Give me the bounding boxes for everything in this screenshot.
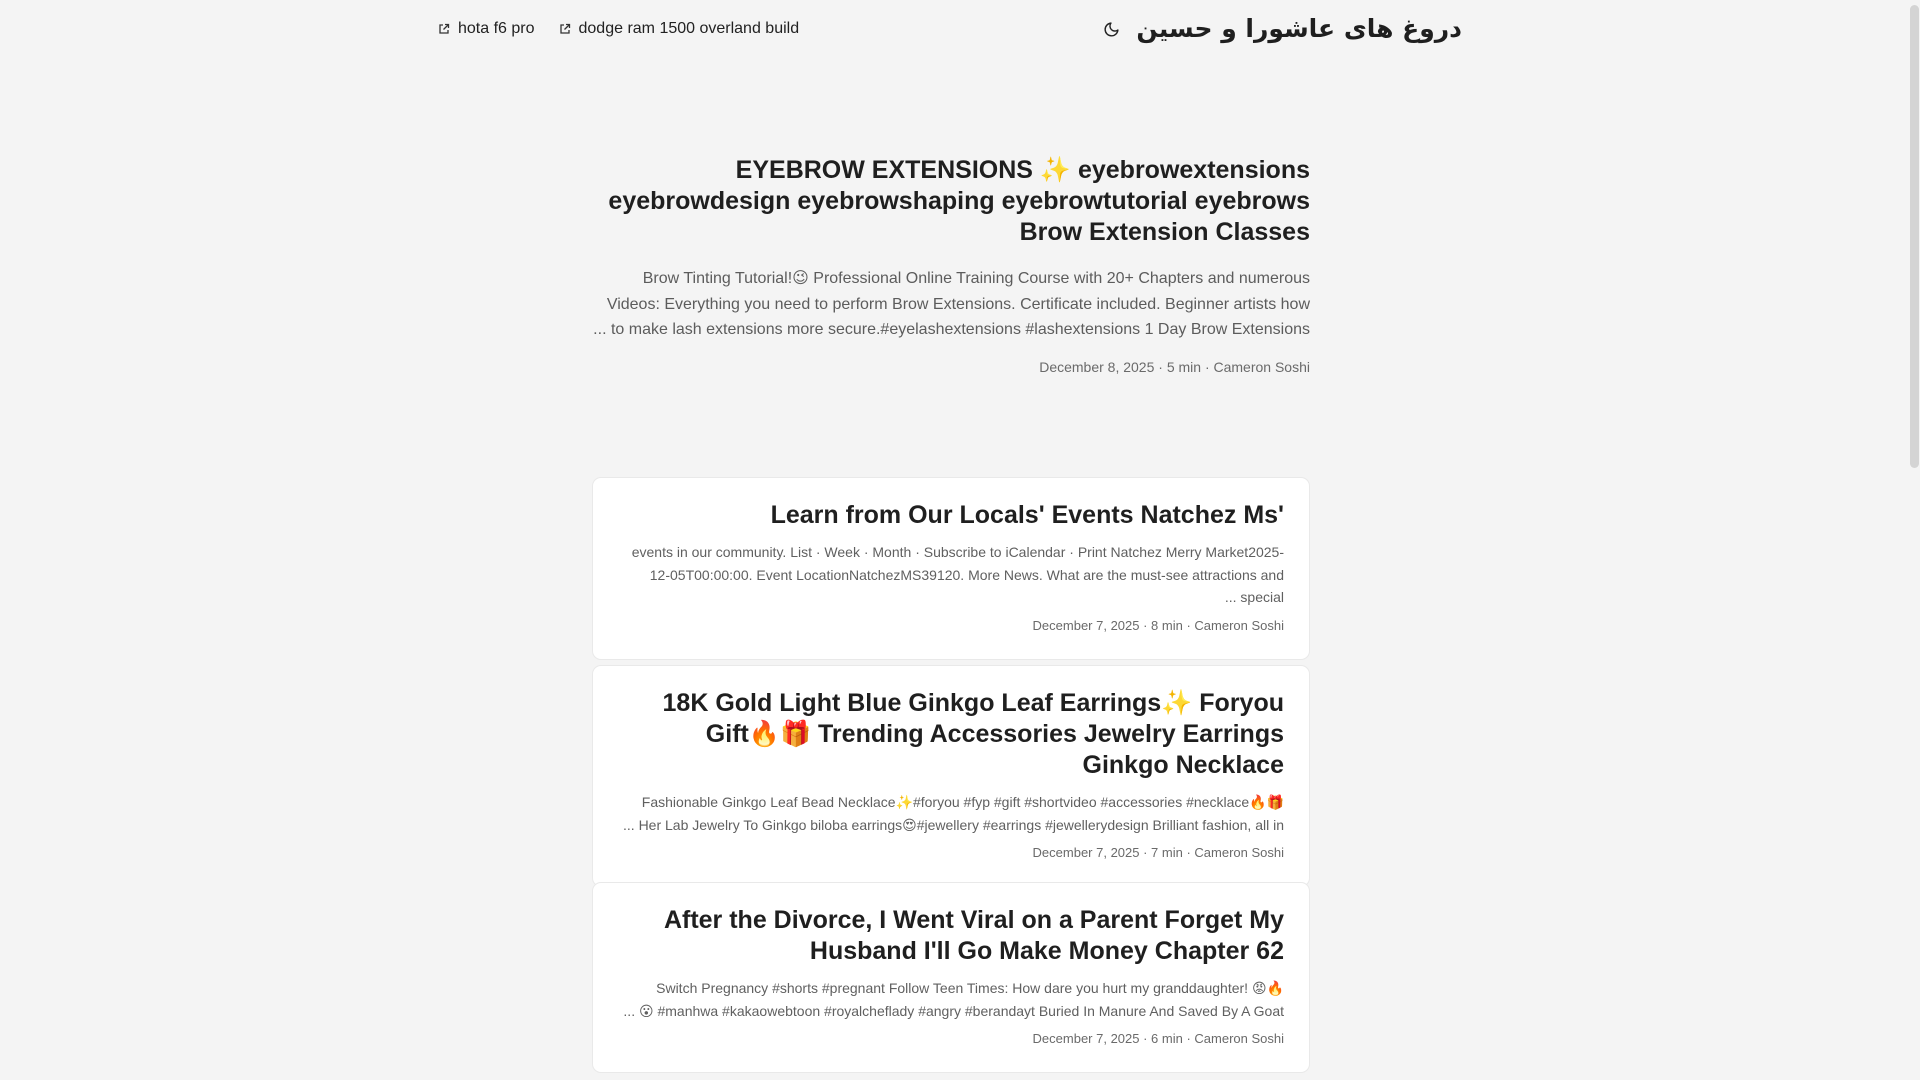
post-card[interactable] [592, 665, 1310, 887]
post-card-meta: December 7, 2025 · 7 min · Cameron Soshi [1032, 845, 1284, 860]
external-link-icon [438, 23, 450, 35]
external-link-icon [559, 23, 571, 35]
header-links [438, 18, 799, 40]
featured-post-meta: December 8, 2025 · 5 min · Cameron Soshi [1039, 358, 1310, 375]
theme-toggle-button[interactable] [1100, 18, 1122, 40]
header-link-dodge-ram[interactable] [559, 18, 800, 40]
header-link-label: dodge ram 1500 overland build [578, 20, 800, 37]
post-card-description: Fashionable Ginkgo Leaf Bead Necklace✨#foryou #fyp #gift #shortvideo #accessories #necklace🔥🎁 Her Lab Jewelry To Ginkgo biloba earrings😍#jewellery #earrings #jewellerydesign Brilliant fashion, all in ... [623, 794, 1284, 833]
featured-post[interactable] [592, 155, 1310, 377]
site-title[interactable]: دروغ های عاشورا و حسین [1136, 14, 1462, 43]
vertical-scrollbar[interactable] [1904, 0, 1920, 1080]
post-card[interactable] [592, 882, 1310, 1073]
header-link-hota-f6-pro[interactable] [438, 18, 535, 40]
header-link-label: hota f6 pro [458, 20, 535, 37]
post-card-title: Learn from Our Locals' Events Natchez Ms' [770, 501, 1284, 529]
post-card-meta: December 7, 2025 · 6 min · Cameron Soshi [1032, 1031, 1284, 1046]
moon-icon [1103, 21, 1120, 38]
featured-post-title: EYEBROW EXTENSIONS ✨ eyebrowextensions eyebrowdesign eyebrowshaping eyebrowtutorial eyebrows Brow Extension Classes [608, 156, 1310, 246]
post-card-title: 18K Gold Light Blue Ginkgo Leaf Earrings✨ Foryou Gift🔥🎁 Trending Accessories Jewelry Earrings Ginkgo Necklace [662, 689, 1284, 779]
post-card-title: After the Divorce, I Went Viral on a Parent Forget My Husband I'll Go Make Money Chapter 62 [663, 906, 1284, 965]
post-card-description: events in our community. List · Week · Month · Subscribe to iCalendar · Print Natchez Merry Market2025-12-05T00:00:00. Event LocationNatchezMS39120. More News. What are the must-see attractions and special ... [631, 544, 1284, 605]
post-card[interactable] [592, 477, 1310, 660]
featured-post-description: Brow Tinting Tutorial!😉 Professional Online Training Course with 20+ Chapters and numerous Videos: Everything you need to perform Brow Extensions. Certificate included. Beginner artists how to make lash extensions more secure.#eyelashextensions #lashextensions 1 Day Brow Extensions ... [593, 270, 1310, 338]
site-header [0, 0, 1904, 60]
post-card-description: Switch Pregnancy #shorts #pregnant Follow Teen Times: How dare you hurt my granddaughter! 😡🔥 #manhwa #kakaowebtoon #royalcheflady #angry #berandayt Buried In Manure And Saved By A Goat 😮 ... [623, 980, 1284, 1019]
scrollbar-thumb[interactable] [1910, 5, 1919, 468]
site-brand [1100, 12, 1462, 46]
post-card-meta: December 7, 2025 · 8 min · Cameron Soshi [1032, 617, 1284, 633]
